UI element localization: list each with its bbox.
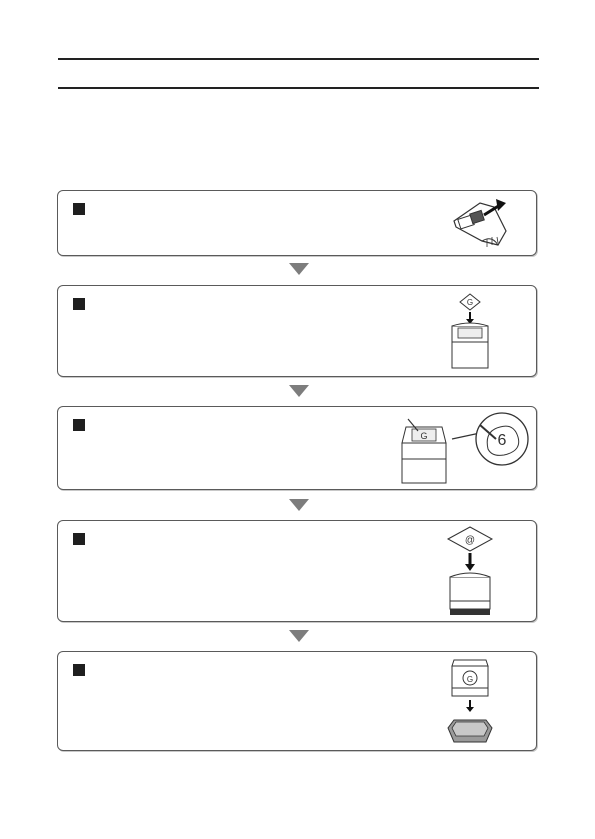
- step-marker: [73, 533, 85, 545]
- down-arrow: [289, 263, 309, 275]
- peel-sheet-icon: [442, 195, 532, 251]
- step-marker: [73, 203, 85, 215]
- place-label-on-stamp-icon: [438, 290, 508, 374]
- down-arrow: [289, 499, 309, 511]
- page-title: [58, 64, 539, 84]
- step-2-box: [57, 285, 537, 377]
- press-label-icon: [438, 525, 508, 619]
- svg-text:@: @: [464, 535, 476, 546]
- top-rule: [58, 58, 539, 60]
- svg-text:G: G: [420, 431, 428, 441]
- svg-text:G: G: [466, 298, 474, 307]
- step-marker: [73, 664, 85, 676]
- step-marker: [73, 419, 85, 431]
- down-arrow: [289, 385, 309, 397]
- stamp-case-icon: [438, 656, 508, 748]
- intro-text: [58, 110, 539, 170]
- down-arrow: [289, 630, 309, 642]
- step-5-box: [57, 651, 537, 751]
- svg-text:6: 6: [497, 432, 507, 449]
- ink-stamp-icon: [396, 409, 532, 487]
- step-4-box: [57, 520, 537, 622]
- svg-text:G: G: [466, 675, 474, 684]
- step-1-box: [57, 190, 537, 256]
- step-3-box: [57, 406, 537, 490]
- bottom-rule: [58, 87, 539, 89]
- step-marker: [73, 298, 85, 310]
